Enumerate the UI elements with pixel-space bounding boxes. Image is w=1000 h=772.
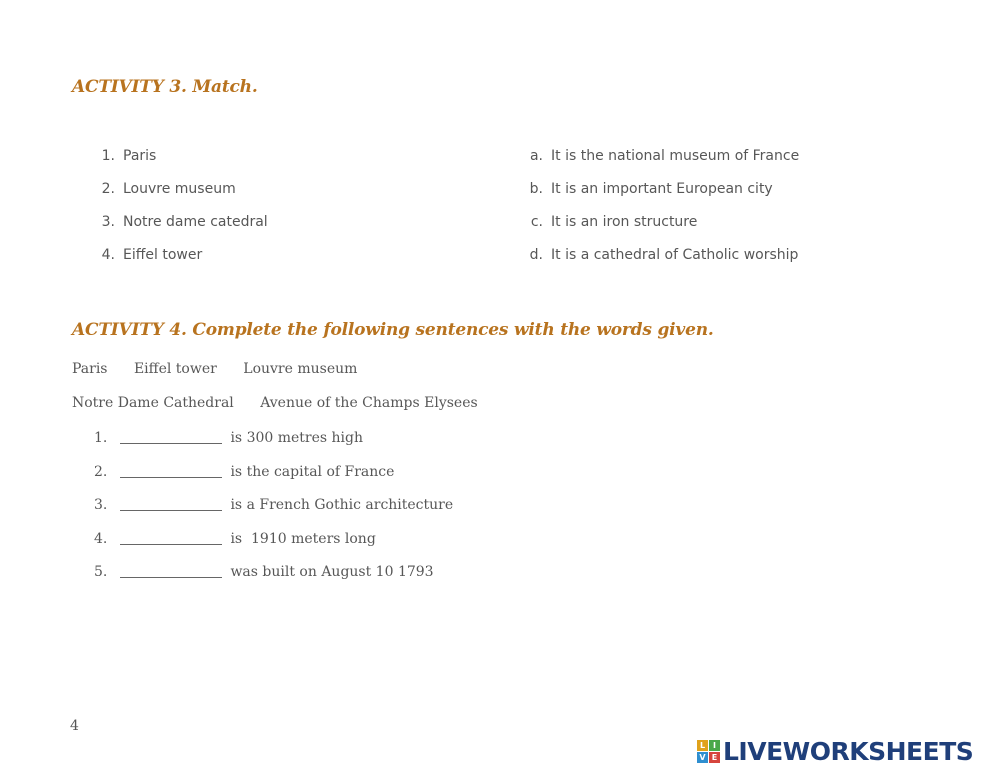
sentence-marker: 5. bbox=[94, 564, 108, 580]
answer-blank[interactable] bbox=[120, 562, 222, 578]
item-marker: 3. bbox=[101, 214, 115, 230]
item-marker: 1. bbox=[101, 148, 115, 164]
sentence-item bbox=[94, 562, 453, 596]
sentence-text: is the capital of France bbox=[226, 463, 395, 480]
sentence-text: is a French Gothic architecture bbox=[226, 497, 454, 513]
sentence-item bbox=[94, 462, 453, 496]
list-item bbox=[520, 245, 799, 278]
activity-4-title: ACTIVITY 4. Complete the following sentences with the words given. bbox=[72, 320, 714, 340]
word-bank-row-2 bbox=[72, 395, 500, 411]
sentence-text: is 1910 meters long bbox=[226, 530, 376, 547]
sentence-text: is 300 metres high bbox=[226, 430, 364, 446]
item-marker: a. bbox=[529, 148, 543, 164]
word-bank-item: Louvre museum bbox=[243, 361, 358, 377]
list-item bbox=[92, 212, 268, 245]
list-item bbox=[92, 179, 268, 212]
item-marker: d. bbox=[529, 247, 543, 263]
logo-tile: L bbox=[697, 740, 708, 751]
answer-blank[interactable] bbox=[120, 529, 222, 545]
item-text: It is the national museum of France bbox=[551, 148, 800, 164]
item-text: It is an iron structure bbox=[551, 214, 698, 230]
activity-3-title: ACTIVITY 3. Match. bbox=[72, 77, 258, 97]
word-bank-row-1 bbox=[72, 361, 379, 377]
word-bank-item: Notre Dame Cathedral bbox=[72, 395, 234, 411]
item-text: Notre dame catedral bbox=[123, 214, 268, 230]
liveworksheets-logo[interactable] bbox=[697, 736, 973, 766]
list-item bbox=[520, 179, 799, 212]
answer-blank[interactable] bbox=[120, 462, 222, 478]
item-marker: 2. bbox=[101, 181, 115, 197]
match-left-list bbox=[92, 146, 268, 278]
list-item bbox=[92, 245, 268, 278]
logo-tile: I bbox=[709, 740, 720, 751]
answer-blank[interactable] bbox=[120, 495, 222, 511]
item-marker: 4. bbox=[101, 247, 115, 263]
logo-tile: V bbox=[697, 752, 708, 763]
item-text: Eiffel tower bbox=[123, 247, 203, 263]
item-text: Paris bbox=[123, 148, 157, 164]
item-marker: b. bbox=[529, 181, 543, 197]
sentence-text: was built on August 10 1793 bbox=[226, 564, 434, 580]
sentence-item bbox=[94, 529, 453, 563]
sentence-item bbox=[94, 495, 453, 529]
item-text: Louvre museum bbox=[123, 181, 236, 197]
item-marker: c. bbox=[530, 214, 543, 230]
item-text: It is an important European city bbox=[551, 181, 773, 197]
list-item bbox=[520, 212, 799, 245]
sentence-marker: 1. bbox=[94, 430, 108, 446]
list-item bbox=[92, 146, 268, 179]
sentence-list bbox=[94, 428, 453, 596]
brand-name: LIVEWORKSHEETS bbox=[723, 736, 974, 766]
item-text: It is a cathedral of Catholic worship bbox=[551, 247, 799, 263]
sentence-item bbox=[94, 428, 453, 462]
word-bank-item: Eiffel tower bbox=[133, 361, 217, 377]
match-right-list bbox=[520, 146, 799, 278]
sentence-marker: 4. bbox=[94, 530, 108, 547]
word-bank-item: Paris bbox=[72, 361, 108, 377]
sentence-marker: 3. bbox=[94, 497, 108, 513]
logo-icon bbox=[697, 740, 720, 763]
answer-blank[interactable] bbox=[120, 428, 222, 444]
sentence-marker: 2. bbox=[94, 463, 108, 480]
page-number: 4 bbox=[70, 718, 79, 734]
list-item bbox=[520, 146, 799, 179]
word-bank-item: Avenue of the Champs Elysees bbox=[260, 395, 478, 411]
logo-tile: E bbox=[709, 752, 720, 763]
